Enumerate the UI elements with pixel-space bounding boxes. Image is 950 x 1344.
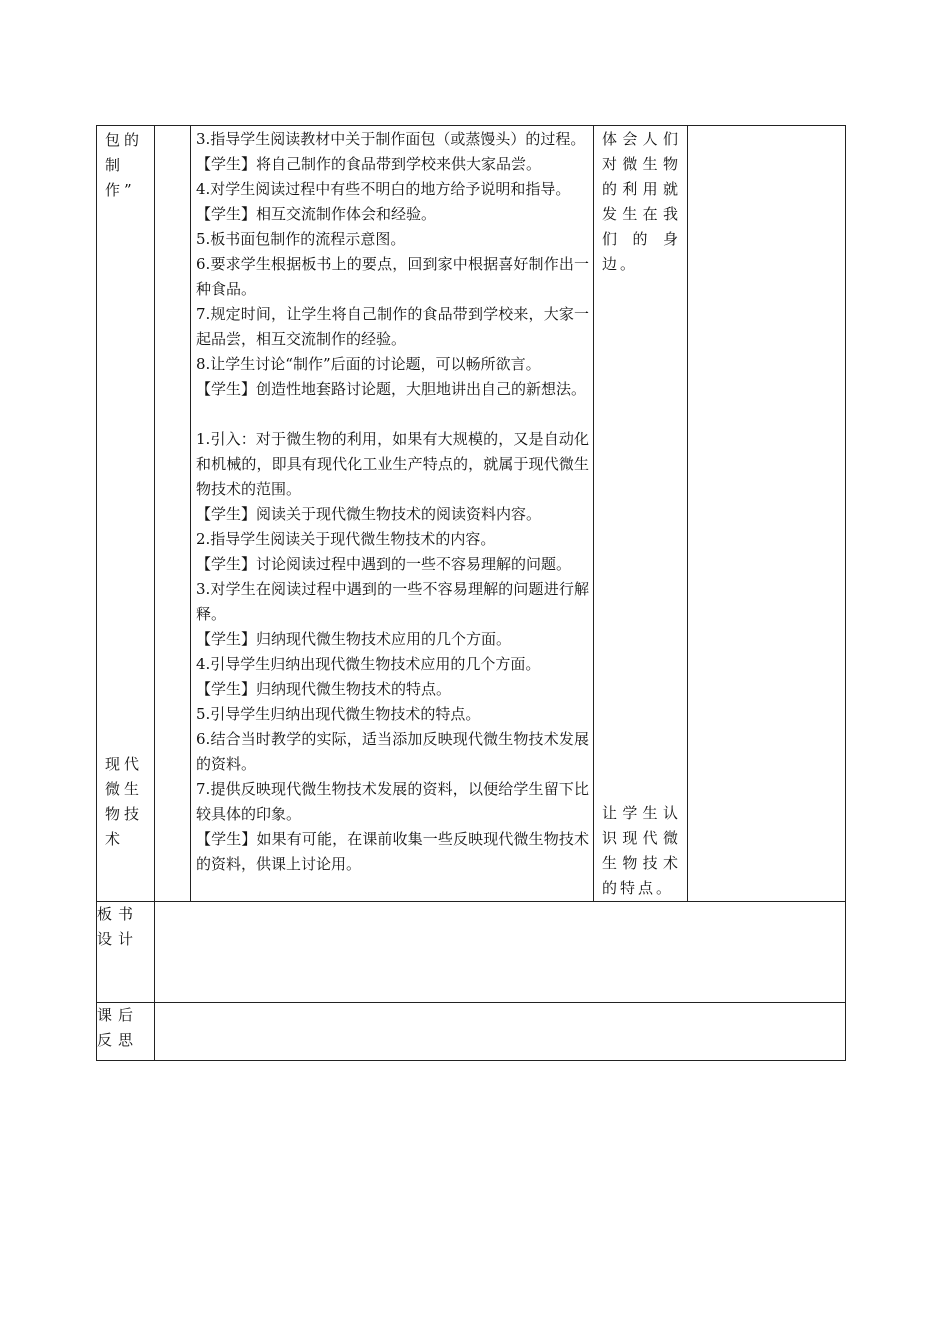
content-item: 【学生】讨论阅读过程中遇到的一些不容易理解的问题。 <box>196 555 572 573</box>
topic-modern-line-2: 微生 <box>105 780 144 798</box>
content-item: 【学生】如果有可能，在课前收集一些反映现代微生物技术的资料，供课上讨论用。 <box>196 830 589 873</box>
intent-modern <box>594 277 687 901</box>
reflection-label-line-1: 课后 <box>97 1006 140 1024</box>
content-item: 【学生】将自己制作的食品带到学校来供大家品尝。 <box>196 155 542 173</box>
board-design-content <box>155 902 846 1003</box>
content-item: 5.板书面包制作的流程示意图。 <box>196 230 406 248</box>
content-gap <box>196 402 589 427</box>
content-item: 8.让学生讨论“制作”后面的讨论题，可以畅所欲言。 <box>196 355 541 373</box>
topic-modern-line-4: 术 <box>105 830 125 848</box>
content-item: 3.对学生在阅读过程中遇到的一些不容易理解的问题进行解释。 <box>196 580 589 623</box>
board-label-line-2: 设计 <box>97 930 140 948</box>
content-item: 1.引入：对于微生物的利用，如果有大规模的，又是自动化和机械的，即具有现代化工业生产特点的，就属于现代微生物技术的范围。 <box>196 430 589 498</box>
topic-modern-line-3: 物技 <box>105 805 144 823</box>
teaching-content-cell <box>191 126 594 902</box>
reflection-content <box>155 1003 846 1061</box>
content-item: 4.对学生阅读过程中有些不明白的地方给予说明和指导。 <box>196 180 571 198</box>
topic-modern-microbial-tech <box>97 203 154 852</box>
topic-bread-line-2: 制 <box>105 156 125 174</box>
topic-bread <box>97 126 154 203</box>
content-item: 【学生】归纳现代微生物技术应用的几个方面。 <box>196 630 512 648</box>
reflection-row <box>97 1003 846 1061</box>
content-bread <box>191 126 593 877</box>
reflection-label-line-2: 反思 <box>97 1031 140 1049</box>
reflection-label <box>97 1003 155 1061</box>
teaching-process-row <box>97 126 846 902</box>
content-item: 5.引导学生归纳出现代微生物技术的特点。 <box>196 705 481 723</box>
intent-modern-text: 让学生认识现代微生物技术的特点。 <box>602 804 681 897</box>
content-item: 6.要求学生根据板书上的要点，回到家中根据喜好制作出一种食品。 <box>196 255 589 298</box>
topic-modern-line-1: 现代 <box>105 755 144 773</box>
board-design-row <box>97 902 846 1003</box>
board-design-label <box>97 902 155 1003</box>
intent-bread: 体会人们对微生物的利用就发生在我们的身边。 <box>602 130 681 273</box>
content-item: 6.结合当时教学的实际，适当添加反映现代微生物技术发展的资料。 <box>196 730 589 773</box>
content-item: 7.提供反映现代微生物技术发展的资料，以便给学生留下比较具体的印象。 <box>196 780 589 823</box>
content-item: 【学生】阅读关于现代微生物技术的阅读资料内容。 <box>196 505 542 523</box>
content-item: 【学生】归纳现代微生物技术的特点。 <box>196 680 452 698</box>
empty-narrow-cell <box>155 126 191 902</box>
empty-last-cell <box>688 126 846 902</box>
board-label-line-1: 板书 <box>97 905 140 923</box>
content-item: 3.指导学生阅读教材中关于制作面包（或蒸馒头）的过程。 <box>196 130 586 148</box>
topic-bread-line-1: 包的 <box>105 131 144 149</box>
content-item: 【学生】创造性地套路讨论题，大胆地讲出自己的新想法。 <box>196 380 587 398</box>
topic-cell <box>97 126 155 902</box>
design-intent-cell <box>594 126 688 902</box>
content-item: 7.规定时间，让学生将自己制作的食品带到学校来，大家一起品尝，相互交流制作的经验。 <box>196 305 589 348</box>
content-item: 【学生】相互交流制作体会和经验。 <box>196 205 437 223</box>
lesson-plan-table <box>96 125 846 1061</box>
topic-bread-line-3: 作” <box>105 181 136 199</box>
content-item: 4.引导学生归纳出现代微生物技术应用的几个方面。 <box>196 655 541 673</box>
content-item: 2.指导学生阅读关于现代微生物技术的内容。 <box>196 530 496 548</box>
